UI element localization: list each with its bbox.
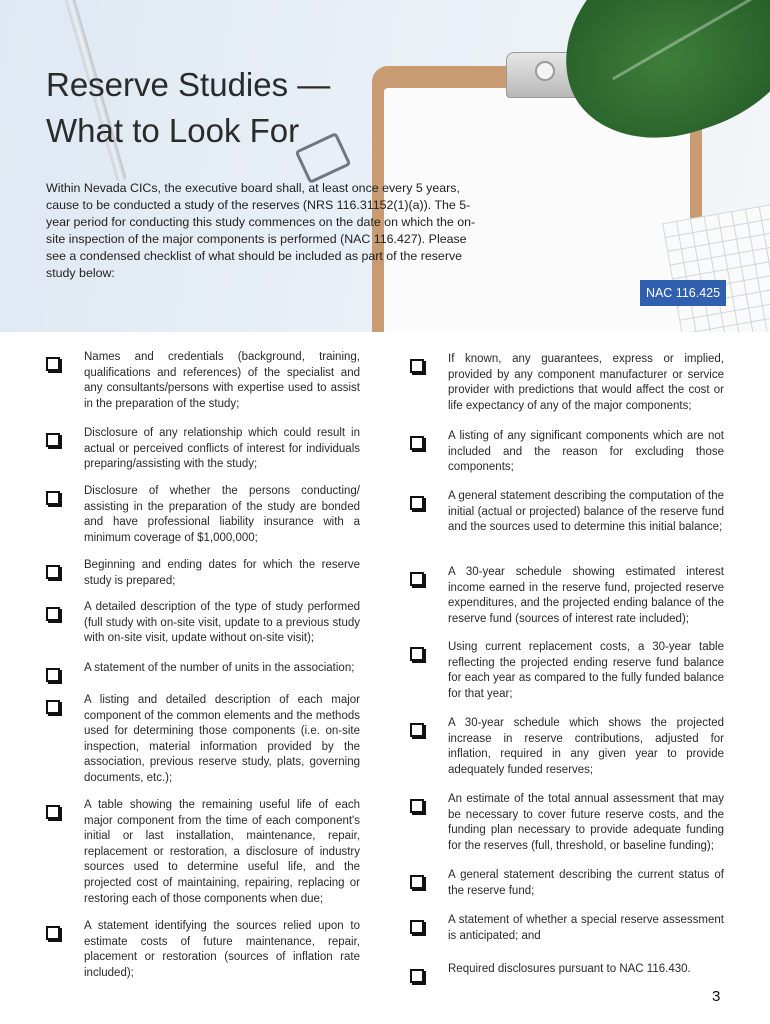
checkbox[interactable] bbox=[46, 491, 60, 505]
checkbox[interactable] bbox=[410, 723, 424, 737]
checkbox[interactable] bbox=[410, 572, 424, 586]
checkbox[interactable] bbox=[46, 357, 60, 371]
checkbox[interactable] bbox=[410, 920, 424, 934]
title-line-1: Reserve Studies — bbox=[46, 66, 331, 103]
checklist-item-text: A detailed description of the type of study performed (full study with on-site visit, update to a previous study with on-site visit, update without on-site visit); bbox=[84, 601, 360, 645]
page-title bbox=[46, 62, 330, 154]
checklist-item-text: Disclosure of any relationship which could result in actual or perceived conflicts of interest for individuals preparing/assisting with the study; bbox=[84, 427, 360, 471]
title-line-2: What to Look For bbox=[46, 112, 300, 149]
nac-tag: NAC 116.425 bbox=[640, 280, 726, 306]
page-number: 3 bbox=[712, 988, 721, 1005]
checkbox[interactable] bbox=[410, 799, 424, 813]
checklist-item-text: A 30-year schedule showing estimated interest income earned in the reserve fund, projected reserve expenditures, and the projected ending balance of the reserve fund (sources of interest rate included); bbox=[448, 566, 724, 625]
checklist-item-text: A listing of any significant components which are not included and the reason for excluding those components; bbox=[448, 430, 724, 474]
checklist-item-text: An estimate of the total annual assessment that may be necessary to cover future reserve costs, and the funding plan necessary to provide adequate funding for the reserves (full, threshold, or baseline funding); bbox=[448, 793, 724, 852]
checkbox[interactable] bbox=[410, 436, 424, 450]
checkbox[interactable] bbox=[410, 496, 424, 510]
checklist-item-text: Beginning and ending dates for which the reserve study is prepared; bbox=[84, 559, 360, 587]
checklist-item-text: Required disclosures pursuant to NAC 116.430. bbox=[448, 963, 691, 975]
checklist-item-text: A table showing the remaining useful life of each major component from the time of each component's initial or last installation, maintenance, repair, replacement or restoration, a disclosure of industry sources used to determine useful life, and the projected cost of maintaining, repairing, replacing or restoring each of those components when due; bbox=[84, 799, 360, 905]
checkbox[interactable] bbox=[46, 668, 60, 682]
checklist-item-text: A statement identifying the sources relied upon to estimate costs of future maintenance, repair, placement or restoration (sources of inflation rate included); bbox=[84, 920, 360, 979]
checkbox[interactable] bbox=[410, 875, 424, 889]
checkbox[interactable] bbox=[46, 433, 60, 447]
checkbox[interactable] bbox=[46, 805, 60, 819]
checklist-item-text: A listing and detailed description of each major component of the common elements and the methods used for determining those components (i.e. on-site inspection, material information provided by the association, previous reserve study, plats, governing documents, etc.); bbox=[84, 694, 360, 784]
checkbox[interactable] bbox=[410, 647, 424, 661]
checklist-item-text: A statement of whether a special reserve assessment is anticipated; and bbox=[448, 914, 724, 942]
checkbox[interactable] bbox=[46, 700, 60, 714]
checkbox[interactable] bbox=[46, 926, 60, 940]
checklist-item-text: Disclosure of whether the persons conducting/ assisting in the preparation of the study are bonded and have professional liability insurance with a minimum coverage of $1,000,000; bbox=[84, 485, 360, 544]
checklist-item-text: A statement of the number of units in the association; bbox=[84, 662, 355, 674]
checklist-item-text: If known, any guarantees, express or implied, provided by any component manufacturer or service provider with predictions that would affect the cost or life expectancy of any of the major components; bbox=[448, 353, 724, 412]
checklist-item-text: A general statement describing the current status of the reserve fund; bbox=[448, 869, 724, 897]
checklist-item-text: Names and credentials (background, training, qualifications and references) of the specialist and any consultants/persons with expertise used to assist in the preparation of the study; bbox=[84, 351, 360, 410]
checkbox[interactable] bbox=[410, 359, 424, 373]
checklist-item-text: Using current replacement costs, a 30-year table reflecting the projected ending reserve fund balance for each year as compared to the fully funded balance for that year; bbox=[448, 641, 724, 700]
grid-paper-image bbox=[662, 203, 770, 332]
checklist-item-text: A 30-year schedule which shows the projected increase in reserve contributions, adjusted for inflation, required in any given year to provide adequately funded reserves; bbox=[448, 717, 724, 776]
checklist-item-text: A general statement describing the computation of the initial (actual or projected) balance of the reserve fund and the sources used to determine this initial balance; bbox=[448, 490, 724, 534]
intro-paragraph: Within Nevada CICs, the executive board shall, at least once every 5 years, cause to be conducted a study of the reserves (NRS 116.31152(1)(a)). The 5-year period for conducting this study commences on the date on which the on-site inspection of the major components is performed (NAC 116.427). Please see a condensed checklist of what should be included as part of the reserve study below: bbox=[46, 181, 476, 280]
checkbox[interactable] bbox=[410, 969, 424, 983]
checkbox[interactable] bbox=[46, 565, 60, 579]
checkbox[interactable] bbox=[46, 607, 60, 621]
